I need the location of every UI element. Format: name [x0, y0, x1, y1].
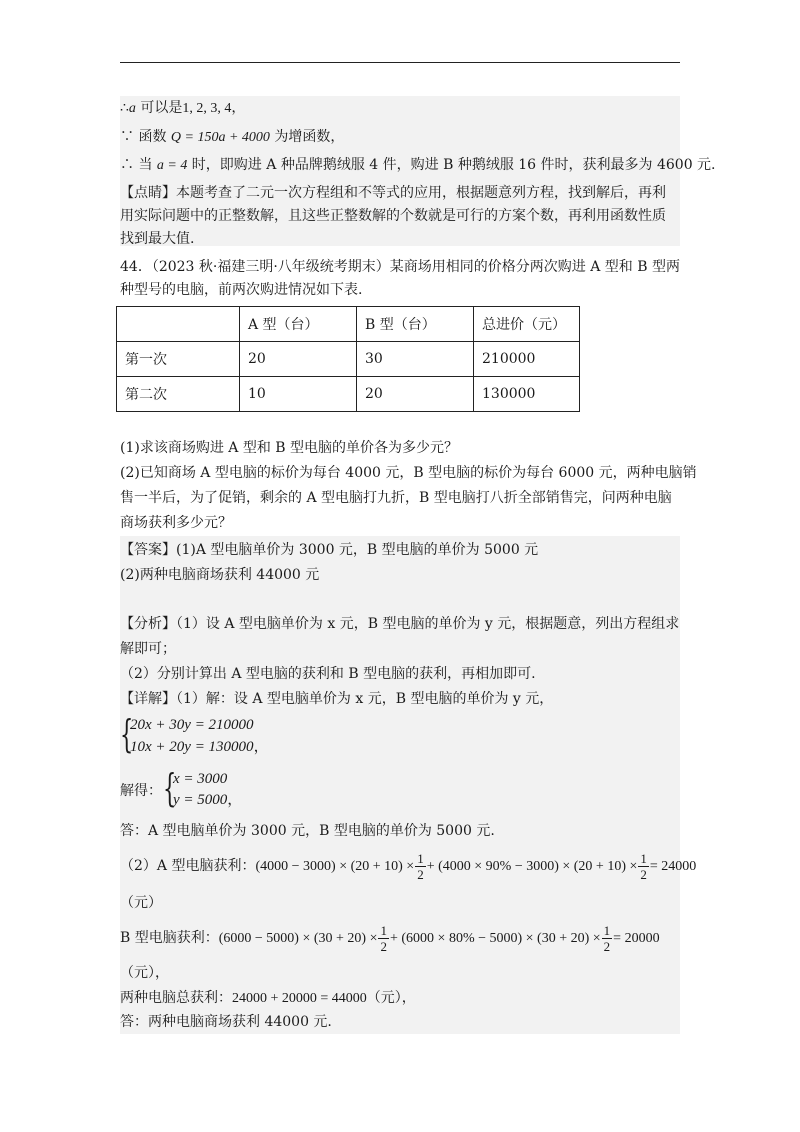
question-2-line-2: 售一半后，为了促销，剩余的 A 型电脑打九折，B 型电脑打八折全部销售完，问两种电脑 — [120, 490, 672, 506]
solution-label: 解得： — [120, 783, 162, 799]
table-cell: 30 — [357, 342, 474, 377]
table-cell: 10 — [240, 377, 357, 412]
final-answer: 答：两种电脑商场获利 44000 元. — [120, 1014, 332, 1030]
tip-line-3: 找到最大值. — [120, 231, 195, 247]
table-header-cell: 总进价（元） — [474, 307, 580, 342]
detail-line-1: 【详解】（1）解：设 A 型电脑单价为 x 元，B 型电脑的单价为 y 元， — [120, 691, 554, 707]
prev-line-1: ∴a 可以是1, 2, 3, 4， — [120, 100, 246, 116]
question-2-line-1: (2)已知商场 A 型电脑的标价为每台 4000 元，B 型电脑的标价为每台 6000 元，两种电脑销 — [120, 465, 697, 481]
table-header-cell: A 型（台） — [240, 307, 357, 342]
total-profit-line: 两种电脑总获利：24000 + 20000 = 44000（元）， — [120, 990, 416, 1006]
table-cell: 130000 — [474, 377, 580, 412]
prev-line-2: ∵ 函数 Q = 150a + 4000 为增函数， — [120, 129, 345, 145]
table-row — [117, 377, 580, 412]
question-2-line-3: 商场获利多少元？ — [120, 515, 232, 531]
a-profit-unit: （元） — [120, 895, 162, 911]
question-1: (1)求该商场购进 A 型和 B 型电脑的单价各为多少元？ — [120, 440, 459, 456]
b-profit-line: B 型电脑获利：(6000 − 5000) × (30 + 20) × $\frac{1}{2}$ + (6000 × 80% − 5000) × (30 + 20) × $\frac{1}{2}$ = 20000 — [120, 922, 660, 954]
table-cell: 210000 — [474, 342, 580, 377]
tip-line-2: 用实际问题中的正整数解，且这些正整数解的个数就是可行的方案个数，再利用函数性质 — [120, 208, 666, 224]
fraction-half: $\frac{1}{2}$ — [640, 850, 647, 882]
tip-line-1: 【点睛】本题考查了二元一次方程组和不等式的应用，根据题意列方程，找到解后，再利 — [120, 185, 666, 201]
fraction-half: $\frac{1}{2}$ — [603, 922, 611, 954]
table-cell: 20 — [357, 377, 474, 412]
table-cell: 第一次 — [117, 342, 240, 377]
b-profit-unit: （元）， — [120, 965, 169, 981]
table-header-cell: B 型（台） — [357, 307, 474, 342]
header-rule — [120, 62, 680, 63]
problem-line-1: 44．（2023 秋·福建三明·八年级统考期末）某商场用相同的价格分两次购进 A 型和 B 型两 — [120, 259, 680, 275]
answer-part-1: 答：A 型电脑单价为 3000 元，B 型电脑的单价为 5000 元. — [120, 823, 495, 839]
table-header-cell — [117, 307, 240, 342]
equation-brace: { — [120, 712, 134, 756]
prev-line-3: ∴ 当 a = 4 时，即购进 A 种品牌鹅绒服 4 件，购进 B 种鹅绒服 16 件时，获利最多为 4600 元. — [120, 157, 716, 173]
table-header-row — [117, 307, 580, 342]
answer-line-2: (2)两种电脑商场获利 44000 元 — [120, 567, 320, 583]
a-profit-line: （2）A 型电脑获利：(4000 − 3000) × (20 + 10) × $\frac{1}{2}$ + (4000 × 90% − 3000) × (20 + 10) × $\frac{1}{2}$ = 24000 — [120, 850, 697, 882]
equation-2: 10x + 20y = 130000， — [130, 739, 269, 755]
table-cell: 第二次 — [117, 377, 240, 412]
table-row — [117, 342, 580, 377]
purchase-table — [116, 306, 580, 412]
analysis-line-3: （2）分别计算出 A 型电脑的获利和 B 型电脑的获利，再相加即可. — [120, 666, 536, 682]
problem-line-2: 种型号的电脑，前两次购进情况如下表. — [120, 282, 363, 298]
solution-brace: { — [163, 766, 177, 810]
solution-y: y = 5000， — [173, 792, 243, 808]
answer-line-1: 【答案】(1)A 型电脑单价为 3000 元，B 型电脑的单价为 5000 元 — [120, 542, 539, 558]
fraction-half: $\frac{1}{2}$ — [417, 850, 424, 882]
table-cell: 20 — [240, 342, 357, 377]
fraction-half: $\frac{1}{2}$ — [380, 922, 387, 954]
solution-x: x = 3000 — [173, 771, 228, 787]
analysis-line-1: 【分析】（1）设 A 型电脑单价为 x 元，B 型电脑的单价为 y 元，根据题意，列出方程组求 — [120, 616, 680, 632]
equation-1: 20x + 30y = 210000 — [130, 717, 254, 733]
analysis-line-2: 解即可； — [120, 641, 176, 657]
